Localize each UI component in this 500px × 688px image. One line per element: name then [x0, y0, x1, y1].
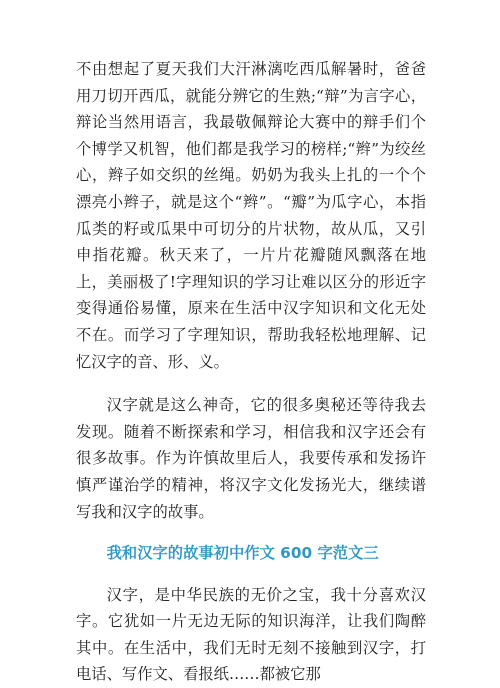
paragraph-spacer [76, 375, 426, 392]
paragraph-spacer [76, 525, 426, 540]
article-body [76, 56, 426, 688]
paragraph-spacer [76, 567, 426, 582]
article-paragraph-3: 汉字，是中华民族的无价之宝，我十分喜欢汉字。它犹如一片无边无际的知识海洋，让我们陶醉其中。在生活中，我们无时无刻不接触到汉字，打电话、写作文、看报纸……都被它那 [76, 585, 426, 684]
section-heading: 我和汉字的故事初中作文 600 字范文三 [106, 544, 379, 563]
article-paragraph-1: 不由想起了夏天我们大汗淋漓吃西瓜解暑时，爸爸用刀切开西瓜，就能分辨它的生熟;“辩”为言字心，辩论当然用语言，我最敬佩辩论大赛中的辩手们个个博学又机智，他们都是我学习的榜样;“辫”为绞丝心，辫子如交织的丝绳。奶奶为我头上扎的一个个漂亮小辫子，就是这个“辫”。“瓣”为瓜字心，本指瓜类的籽或瓜果中可切分的片状物，故从瓜，又引申指花瓣。秋天来了，一片片花瓣随风飘落在地上，美丽极了!字理知识的学习让难以区分的形近字变得通俗易懂，原来在生活中汉字知识和文化无处不在。而学习了字理知识，帮助我轻松地理解、记忆汉字的音、形、义。 [76, 60, 426, 371]
article-paragraph-2: 汉字就是这么神奇，它的很多奥秘还等待我去发现。随着不断探索和学习，相信我和汉字还会有很多故事。作为许慎故里后人，我要传承和发扬许慎严谨治学的精神，将汉字文化发扬光大，继续谱写我和汉字的故事。 [76, 396, 426, 521]
